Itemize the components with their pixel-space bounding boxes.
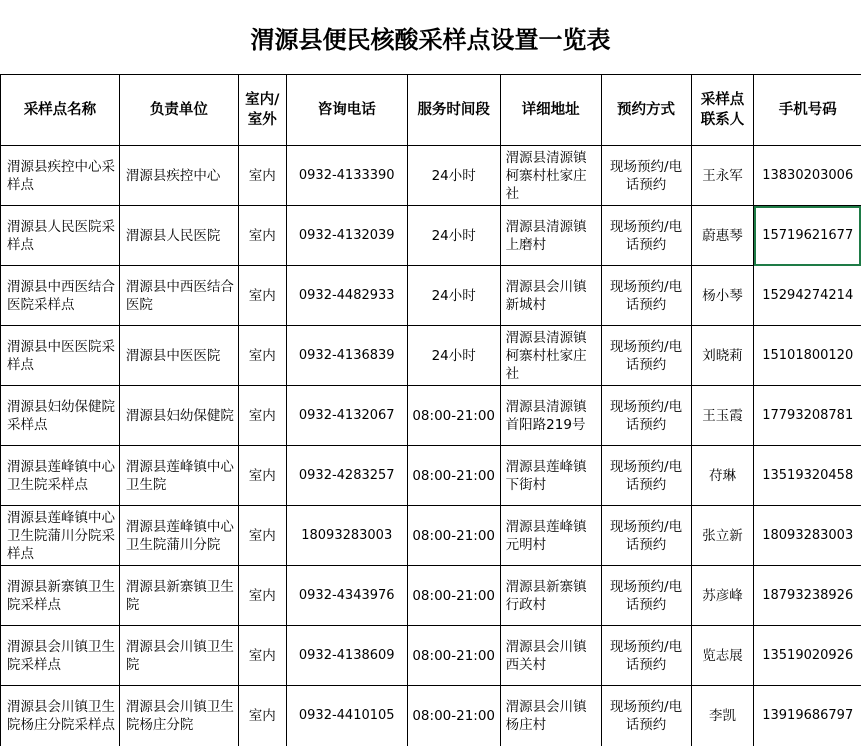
- cell-hours[interactable]: 08:00-21:00: [407, 686, 500, 747]
- cell-booking[interactable]: 现场预约/电话预约: [601, 626, 691, 686]
- cell-name[interactable]: 渭源县中西医结合医院采样点: [1, 266, 120, 326]
- cell-unit[interactable]: 渭源县人民医院: [119, 206, 238, 266]
- cell-phone[interactable]: 0932-4283257: [286, 446, 407, 506]
- header-cell-address[interactable]: 详细地址: [500, 75, 601, 146]
- cell-phone[interactable]: 0932-4133390: [286, 146, 407, 206]
- cell-hours[interactable]: 08:00-21:00: [407, 386, 500, 446]
- header-cell-place[interactable]: 室内/室外: [238, 75, 286, 146]
- header-cell-mobile[interactable]: 手机号码: [754, 75, 861, 146]
- cell-phone[interactable]: 0932-4138609: [286, 626, 407, 686]
- header-cell-name[interactable]: 采样点名称: [1, 75, 120, 146]
- cell-contact[interactable]: 王玉霞: [691, 386, 754, 446]
- cell-address[interactable]: 渭源县会川镇新城村: [500, 266, 601, 326]
- cell-hours[interactable]: 08:00-21:00: [407, 446, 500, 506]
- cell-name[interactable]: 渭源县莲峰镇中心卫生院蒲川分院采样点: [1, 506, 120, 566]
- table-row: [1, 446, 861, 506]
- cell-mobile[interactable]: 13830203006: [754, 146, 861, 206]
- cell-phone[interactable]: 0932-4482933: [286, 266, 407, 326]
- cell-unit[interactable]: 渭源县莲峰镇中心卫生院蒲川分院: [119, 506, 238, 566]
- cell-contact[interactable]: 览志展: [691, 626, 754, 686]
- cell-address[interactable]: 渭源县清源镇柯寨村杜家庄社: [500, 326, 601, 386]
- cell-place[interactable]: 室内: [238, 446, 286, 506]
- cell-hours[interactable]: 24小时: [407, 266, 500, 326]
- table-row: [1, 386, 861, 446]
- cell-address[interactable]: 渭源县莲峰镇下街村: [500, 446, 601, 506]
- cell-unit[interactable]: 渭源县新寨镇卫生院: [119, 566, 238, 626]
- selected-cell-mobile[interactable]: 15719621677: [754, 206, 861, 266]
- page-title: 渭源县便民核酸采样点设置一览表: [0, 0, 861, 75]
- cell-place[interactable]: 室内: [238, 266, 286, 326]
- table-row: [1, 206, 861, 266]
- cell-unit[interactable]: 渭源县莲峰镇中心卫生院: [119, 446, 238, 506]
- table-row: [1, 326, 861, 386]
- cell-unit[interactable]: 渭源县会川镇卫生院: [119, 626, 238, 686]
- cell-place[interactable]: 室内: [238, 386, 286, 446]
- cell-address[interactable]: 渭源县会川镇杨庄村: [500, 686, 601, 747]
- cell-name[interactable]: 渭源县妇幼保健院采样点: [1, 386, 120, 446]
- cell-unit[interactable]: 渭源县疾控中心: [119, 146, 238, 206]
- cell-mobile[interactable]: 18793238926: [754, 566, 861, 626]
- cell-address[interactable]: 渭源县清源镇柯寨村杜家庄社: [500, 146, 601, 206]
- cell-contact[interactable]: 杨小琴: [691, 266, 754, 326]
- cell-phone[interactable]: 0932-4410105: [286, 686, 407, 747]
- cell-address[interactable]: 渭源县莲峰镇元明村: [500, 506, 601, 566]
- cell-booking[interactable]: 现场预约/电话预约: [601, 266, 691, 326]
- table-row: [1, 686, 861, 747]
- cell-phone[interactable]: 0932-4132039: [286, 206, 407, 266]
- cell-unit[interactable]: 渭源县妇幼保健院: [119, 386, 238, 446]
- cell-mobile[interactable]: 15294274214: [754, 266, 861, 326]
- sampling-points-table: [0, 74, 861, 746]
- header-cell-hours[interactable]: 服务时间段: [407, 75, 500, 146]
- cell-contact[interactable]: 李凯: [691, 686, 754, 747]
- cell-place[interactable]: 室内: [238, 566, 286, 626]
- cell-place[interactable]: 室内: [238, 626, 286, 686]
- cell-name[interactable]: 渭源县人民医院采样点: [1, 206, 120, 266]
- cell-contact[interactable]: 张立新: [691, 506, 754, 566]
- cell-contact[interactable]: 苻琳: [691, 446, 754, 506]
- table-row: [1, 626, 861, 686]
- cell-name[interactable]: 渭源县会川镇卫生院采样点: [1, 626, 120, 686]
- header-cell-booking[interactable]: 预约方式: [601, 75, 691, 146]
- header-cell-phone[interactable]: 咨询电话: [286, 75, 407, 146]
- cell-phone[interactable]: 0932-4132067: [286, 386, 407, 446]
- cell-booking[interactable]: 现场预约/电话预约: [601, 686, 691, 747]
- header-cell-unit[interactable]: 负责单位: [119, 75, 238, 146]
- cell-booking[interactable]: 现场预约/电话预约: [601, 566, 691, 626]
- table-row: [1, 266, 861, 326]
- cell-unit[interactable]: 渭源县会川镇卫生院杨庄分院: [119, 686, 238, 747]
- cell-address[interactable]: 渭源县会川镇西关村: [500, 626, 601, 686]
- cell-address[interactable]: 渭源县清源镇首阳路219号: [500, 386, 601, 446]
- cell-mobile[interactable]: 15101800120: [754, 326, 861, 386]
- cell-name[interactable]: 渭源县疾控中心采样点: [1, 146, 120, 206]
- cell-hours[interactable]: 24小时: [407, 146, 500, 206]
- cell-phone[interactable]: 0932-4343976: [286, 566, 407, 626]
- cell-place[interactable]: 室内: [238, 206, 286, 266]
- cell-hours[interactable]: 08:00-21:00: [407, 506, 500, 566]
- cell-contact[interactable]: 蔚惠琴: [691, 206, 754, 266]
- cell-unit[interactable]: 渭源县中西医结合医院: [119, 266, 238, 326]
- cell-mobile[interactable]: 13919686797: [754, 686, 861, 747]
- cell-name[interactable]: 渭源县会川镇卫生院杨庄分院采样点: [1, 686, 120, 747]
- header-row: [1, 75, 861, 146]
- cell-hours[interactable]: 08:00-21:00: [407, 566, 500, 626]
- cell-booking[interactable]: 现场预约/电话预约: [601, 506, 691, 566]
- cell-booking[interactable]: 现场预约/电话预约: [601, 386, 691, 446]
- cell-contact[interactable]: 刘晓莉: [691, 326, 754, 386]
- cell-mobile[interactable]: 18093283003: [754, 506, 861, 566]
- cell-phone[interactable]: 0932-4136839: [286, 326, 407, 386]
- table-row: [1, 146, 861, 206]
- cell-mobile[interactable]: 13519320458: [754, 446, 861, 506]
- cell-place[interactable]: 室内: [238, 506, 286, 566]
- cell-place[interactable]: 室内: [238, 146, 286, 206]
- cell-name[interactable]: 渭源县中医医院采样点: [1, 326, 120, 386]
- cell-address[interactable]: 渭源县新寨镇行政村: [500, 566, 601, 626]
- cell-mobile[interactable]: 17793208781: [754, 386, 861, 446]
- cell-address[interactable]: 渭源县清源镇上磨村: [500, 206, 601, 266]
- header-cell-contact[interactable]: 采样点联系人: [691, 75, 754, 146]
- table-row: [1, 566, 861, 626]
- cell-name[interactable]: 渭源县新寨镇卫生院采样点: [1, 566, 120, 626]
- cell-hours[interactable]: 24小时: [407, 206, 500, 266]
- cell-booking[interactable]: 现场预约/电话预约: [601, 446, 691, 506]
- cell-booking[interactable]: 现场预约/电话预约: [601, 326, 691, 386]
- cell-hours[interactable]: 08:00-21:00: [407, 626, 500, 686]
- cell-phone[interactable]: 18093283003: [286, 506, 407, 566]
- cell-place[interactable]: 室内: [238, 326, 286, 386]
- cell-booking[interactable]: 现场预约/电话预约: [601, 146, 691, 206]
- cell-mobile[interactable]: 13519020926: [754, 626, 861, 686]
- cell-place[interactable]: 室内: [238, 686, 286, 747]
- cell-hours[interactable]: 24小时: [407, 326, 500, 386]
- cell-unit[interactable]: 渭源县中医医院: [119, 326, 238, 386]
- cell-booking[interactable]: 现场预约/电话预约: [601, 206, 691, 266]
- cell-contact[interactable]: 王永军: [691, 146, 754, 206]
- cell-name[interactable]: 渭源县莲峰镇中心卫生院采样点: [1, 446, 120, 506]
- cell-contact[interactable]: 苏彦峰: [691, 566, 754, 626]
- table-row: [1, 506, 861, 566]
